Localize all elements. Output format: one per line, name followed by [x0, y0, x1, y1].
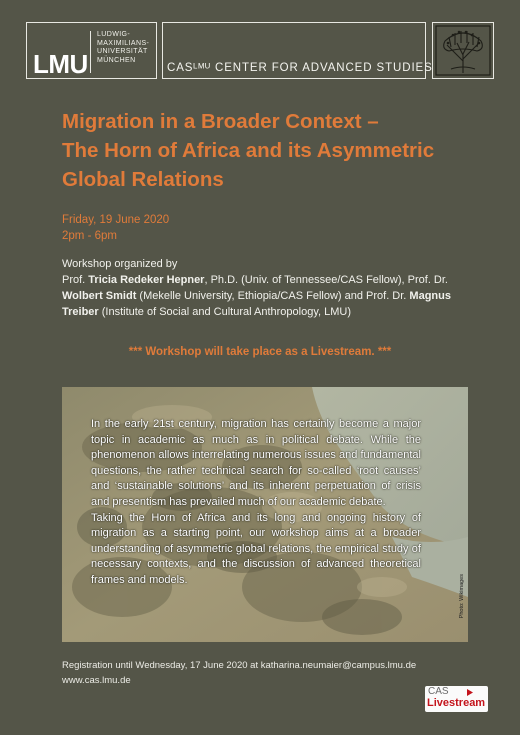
event-date: Friday, 19 June 2020 — [62, 214, 170, 226]
cas-header — [162, 22, 433, 79]
university-name-line: MAXIMILIANS- — [97, 39, 150, 47]
cas-title: CASᴸᴹᵁ CENTER FOR ADVANCED STUDIES — [167, 62, 433, 74]
event-title-line: Migration in a Broader Context – — [62, 110, 379, 133]
organizer-name: Magnus — [409, 290, 451, 302]
event-title-line: Global Relations — [62, 168, 224, 191]
tree-icon — [433, 23, 494, 79]
university-name-line: MÜNCHEN — [97, 56, 136, 64]
description-paragraph: Taking the Horn of Africa and its long and ongoing history of migration as a starting point, our workshop aims at a broader understanding of asymmetric global relations, the empirical study of necessary contexts, and the discussion of advanced theoretical frames and models. — [91, 511, 421, 586]
cas-livestream-badge — [425, 686, 488, 712]
play-icon — [453, 688, 475, 697]
badge-livestream-text: Livestream — [427, 697, 486, 709]
horn-of-africa-map — [62, 387, 468, 642]
organizer-text: (Institute of Social and Cultural Anthropology, LMU) — [98, 306, 351, 318]
organizer-text: Prof. — [62, 274, 89, 286]
organizer-name: Treiber — [62, 306, 99, 318]
event-datetime — [62, 212, 169, 244]
description-paragraph: In the early 21st century, migration has certainly become a major topic in academic as much as in political debate. While the phenomenon allows interrelating numerous issues and fundamental questions, the rather technical search for so-called ‘root causes’ and ‘sustainable solutions’ and its inherent perpetuation of crisis and presentism has prevailed much of our academic debate. — [91, 418, 421, 508]
description-text — [91, 417, 421, 589]
website-link[interactable]: www.cas.lmu.de — [62, 675, 131, 686]
organizers-lead: Workshop organized by — [62, 258, 178, 270]
university-name-line: LUDWIG- — [97, 31, 131, 38]
organizer-text: (Mekelle University, Ethiopia/CAS Fellow) and Prof. Dr. — [136, 290, 410, 302]
event-title-line: The Horn of Africa and its Asymmetric — [62, 139, 435, 162]
livestream-notice: *** Workshop will take place as a Livestream. *** — [128, 346, 392, 358]
university-name — [97, 31, 149, 65]
logo-divider — [90, 31, 91, 73]
footer — [62, 658, 416, 688]
organizer-name: Tricia Redeker Hepner — [88, 274, 205, 286]
badge-cas-text: CAS — [428, 686, 449, 697]
event-time: 2pm - 6pm — [62, 230, 117, 242]
lmu-logo-text: LMU — [33, 49, 88, 79]
registration-info: Registration until Wednesday, 17 June 2020 at katharina.neumaier@campus.lmu.de — [62, 660, 417, 671]
organizer-text: , Ph.D. (Univ. of Tennessee/CAS Fellow), Prof. Dr. — [204, 274, 448, 286]
lmu-logo — [26, 22, 157, 79]
photo-credit: Photo: Wikimages — [459, 573, 465, 618]
cas-tree-logo — [432, 22, 494, 79]
organizers-block — [62, 256, 462, 320]
organizers-text — [62, 272, 462, 320]
event-title — [62, 107, 482, 194]
organizer-name: Wolbert Smidt — [62, 290, 137, 302]
university-name-line: UNIVERSITÄT — [97, 48, 148, 56]
